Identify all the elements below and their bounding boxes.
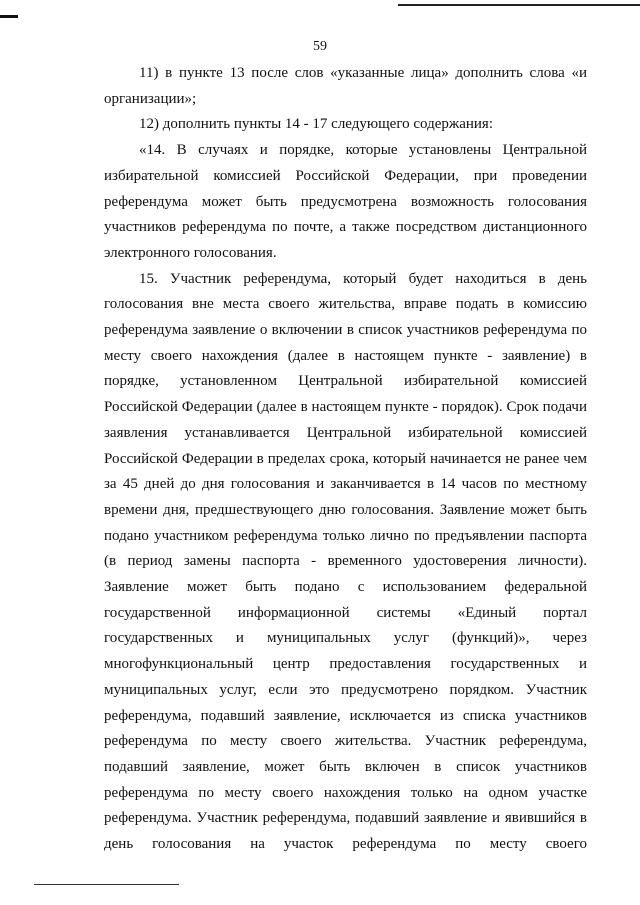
paragraph-item-11: 11) в пункте 13 после слов «указанные лица» дополнить слова «и организации»; xyxy=(104,65,587,107)
paragraph-point-14: «14. В случаях и порядке, которые установлены Центральной избирательной комиссией Российской Федерации, при проведении референдума может быть предусмотрена возможность голосования участников референдума по почте, а также посредством дистанционного электронного голосования. xyxy=(104,142,587,261)
top-rule xyxy=(398,4,640,6)
paragraph-item-12: 12) дополнить пункты 14 - 17 следующего содержания: xyxy=(139,116,494,133)
body-text xyxy=(104,61,587,858)
paragraph-point-15: 15. Участник референдума, который будет находиться в день голосования вне места своего жительства, вправе подать в комиссию референдума заявление о включении в список участников референдума по месту своего нахождения (далее в настоящем пункте - заявление) в порядке, установленном Центральной избирательной комиссией Российской Федерации (далее в настоящем пункте - порядок). Срок подачи заявления устанавливается Центральной избирательной комиссией Российской Федерации в пределах срока, который начинается не ранее чем за 45 дней до дня голосования и заканчивается в 14 часов по местному времени дня, предшествующего дню голосования. Заявление может быть подано участником референдума только лично по предъявлении паспорта (в период замены паспорта - временного удостоверения личности). Заявление может быть подано с использованием федеральной государственной информационной системы «Единый портал государственных и муниципальных услуг (функций)», через многофункциональный центр предоставления государственных и муниципальных услуг, если это предусмотрено порядком. Участник референдума, подавший заявление, исключается из списка участников референдума по месту своего жительства. Участник референдума, подавший заявление, может быть включен в список участников референдума по месту своего нахождения только на одном участке референдума. Участник референдума, подавший заявление и явившийся в день голосования на участок референдума по месту своего xyxy=(104,270,587,853)
footer-rule xyxy=(34,884,179,885)
margin-mark xyxy=(0,15,18,18)
page-number: 59 xyxy=(313,39,327,54)
